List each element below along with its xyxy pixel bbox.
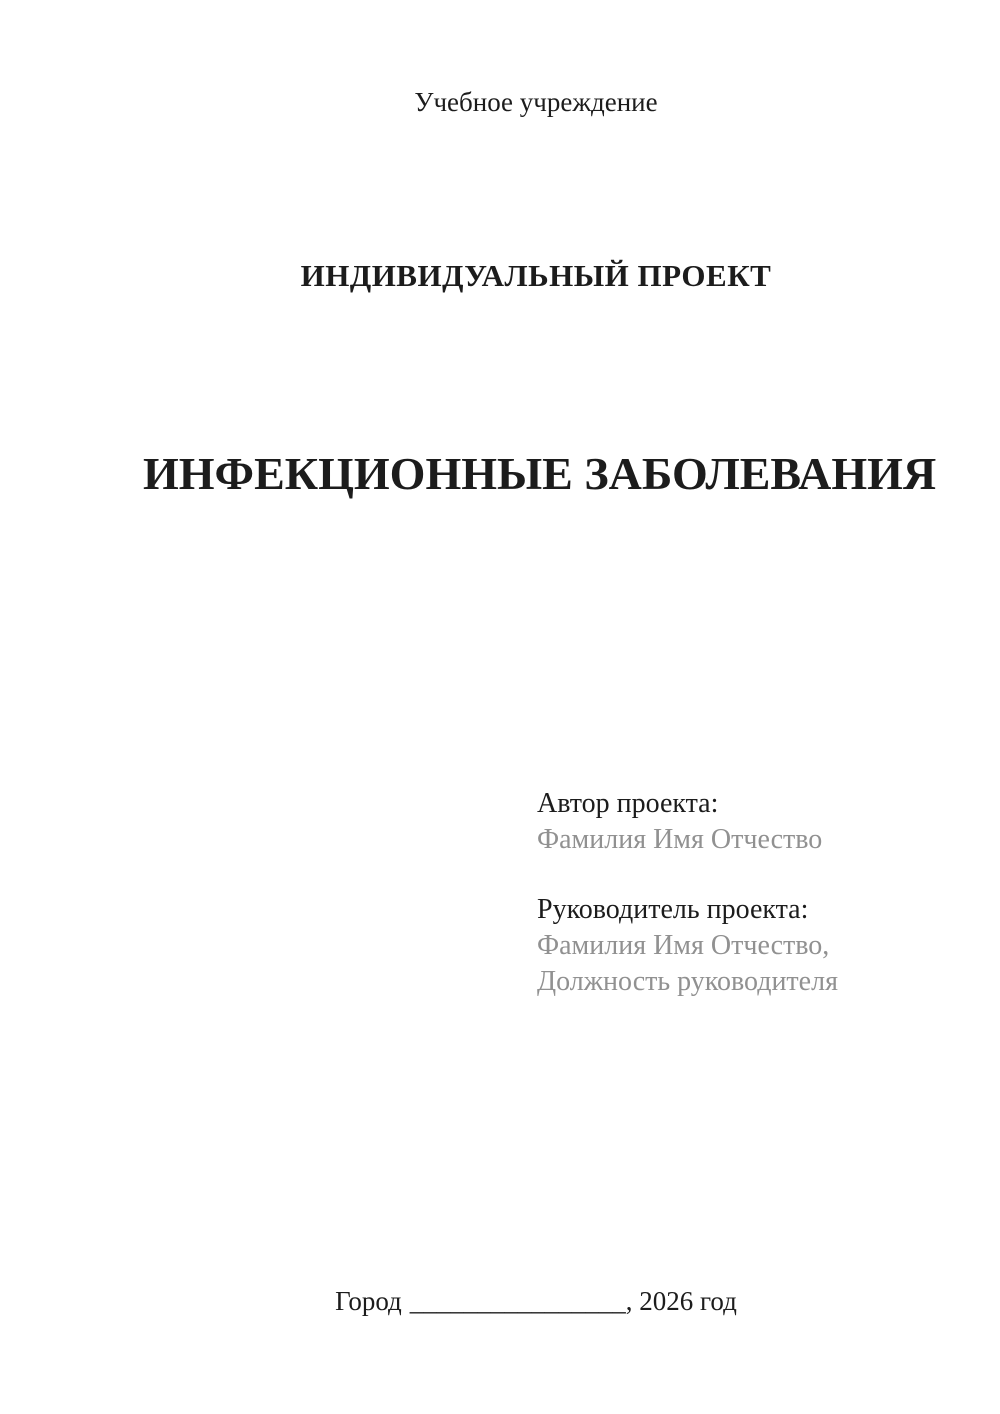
project-type-heading: ИНДИВИДУАЛЬНЫЙ ПРОЕКТ xyxy=(300,258,772,293)
institution-line: Учебное учреждение xyxy=(414,87,658,117)
document-title: ИНФЕКЦИОННЫЕ ЗАБОЛЕВАНИЯ xyxy=(143,448,937,499)
year-text: , 2026 год xyxy=(625,1286,737,1316)
city-blank-line: ________________ xyxy=(409,1286,626,1316)
city-label: Город xyxy=(335,1286,402,1316)
supervisor-name-placeholder: Фамилия Имя Отчество, xyxy=(537,930,830,961)
supervisor-label: Руководитель проекта: xyxy=(537,894,809,925)
author-label: Автор проекта: xyxy=(537,788,719,819)
city-year-line xyxy=(143,1284,929,1318)
credits-block xyxy=(537,786,937,1000)
author-name-placeholder: Фамилия Имя Отчество xyxy=(537,824,823,855)
supervisor-position-placeholder: Должность руководителя xyxy=(537,966,838,997)
